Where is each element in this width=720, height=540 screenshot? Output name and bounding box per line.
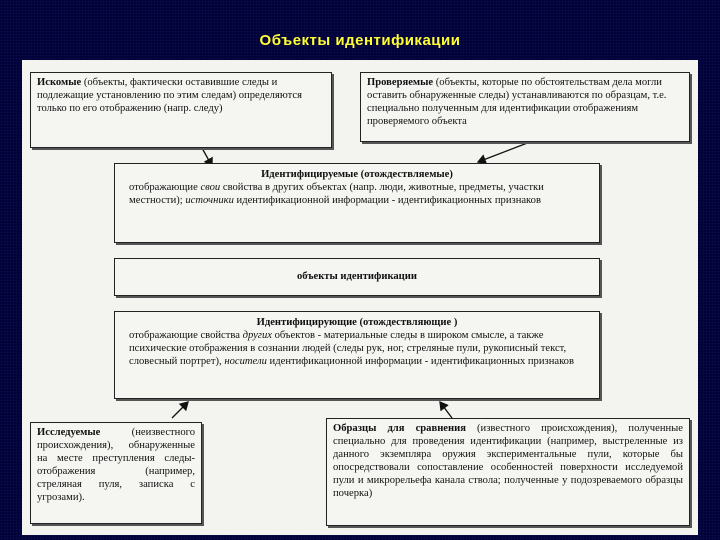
identifying-em-b: носители [224, 356, 267, 367]
checked-description: (объекты, которые по обстоятельствам дела могли оставить обнаруженные следы) устанавливаются по образцам, т.е. специально полученным для идентификации отображениям проверяемого объекта [367, 77, 667, 127]
sought-objects-box [30, 72, 332, 148]
sought-term: Искомые [37, 77, 82, 88]
identifying-heading: Идентифицирующие (отождествляющие ) [256, 317, 458, 328]
identifying-em-a: других [242, 330, 272, 341]
identified-em-a: свои [200, 182, 221, 193]
comparison-samples-box [326, 418, 690, 526]
samples-term: Образцы для сравнения [333, 423, 466, 434]
identifying-text-c: идентификационной информации - идентификационных признаков [266, 356, 574, 367]
identified-text-a: отображающие [129, 182, 201, 193]
examined-objects-box [30, 422, 202, 524]
identifying-text-a: отображающие свойства [129, 330, 243, 341]
arrow-checked-to-identified [478, 142, 530, 162]
checked-term: Проверяемые [367, 77, 434, 88]
scanned-sheet [22, 60, 698, 535]
identified-em-b: источники [185, 195, 234, 206]
examined-term: Исследуемые [37, 427, 101, 438]
sought-description: (объекты, фактически оставившие следы и подлежащие установлению по этим следам) определяются только по его отображению (напр. следу) [37, 77, 302, 114]
examined-description: (неизвестного происхождения), обнаруженные на месте преступления следы-отображения (например, стреляная пуля, записка с угрозами). [37, 427, 195, 503]
slide-title: Объекты идентификации [259, 32, 461, 49]
samples-description: (известного происхождения), полученные специально для проведения идентификации (например, выстреленные из данного экземпляра оружия экспериментальные пули, которые бы опосредствовали сопоставление особенностей поверхности исследуемой пули и микрорельефа канала ствола; полученные у подозреваемого образцы почерка) [333, 423, 683, 499]
identifying-text-b: объектов - материальные следы в широком смысле, а также психические отображения в сознании людей (следы рук, ног, стреляные пули, рукописный текст, словесный портрет), [129, 330, 567, 367]
identifying-objects-box [114, 311, 600, 399]
identification-objects-box [114, 258, 600, 296]
arrow-samples-to-identifying [440, 402, 452, 418]
checked-objects-box [360, 72, 690, 142]
identification-objects-label: объекты идентификации [297, 271, 417, 282]
identified-text-b: свойства в других объектах (напр. люди, животные, предметы, участки местности); [129, 182, 544, 206]
identified-heading: Идентифицируемые (отождествляемые) [261, 169, 453, 180]
arrow-examined-to-identifying [172, 402, 188, 418]
identified-objects-box [114, 163, 600, 243]
identified-text-c: идентификационной информации - идентификационных признаков [233, 195, 541, 206]
